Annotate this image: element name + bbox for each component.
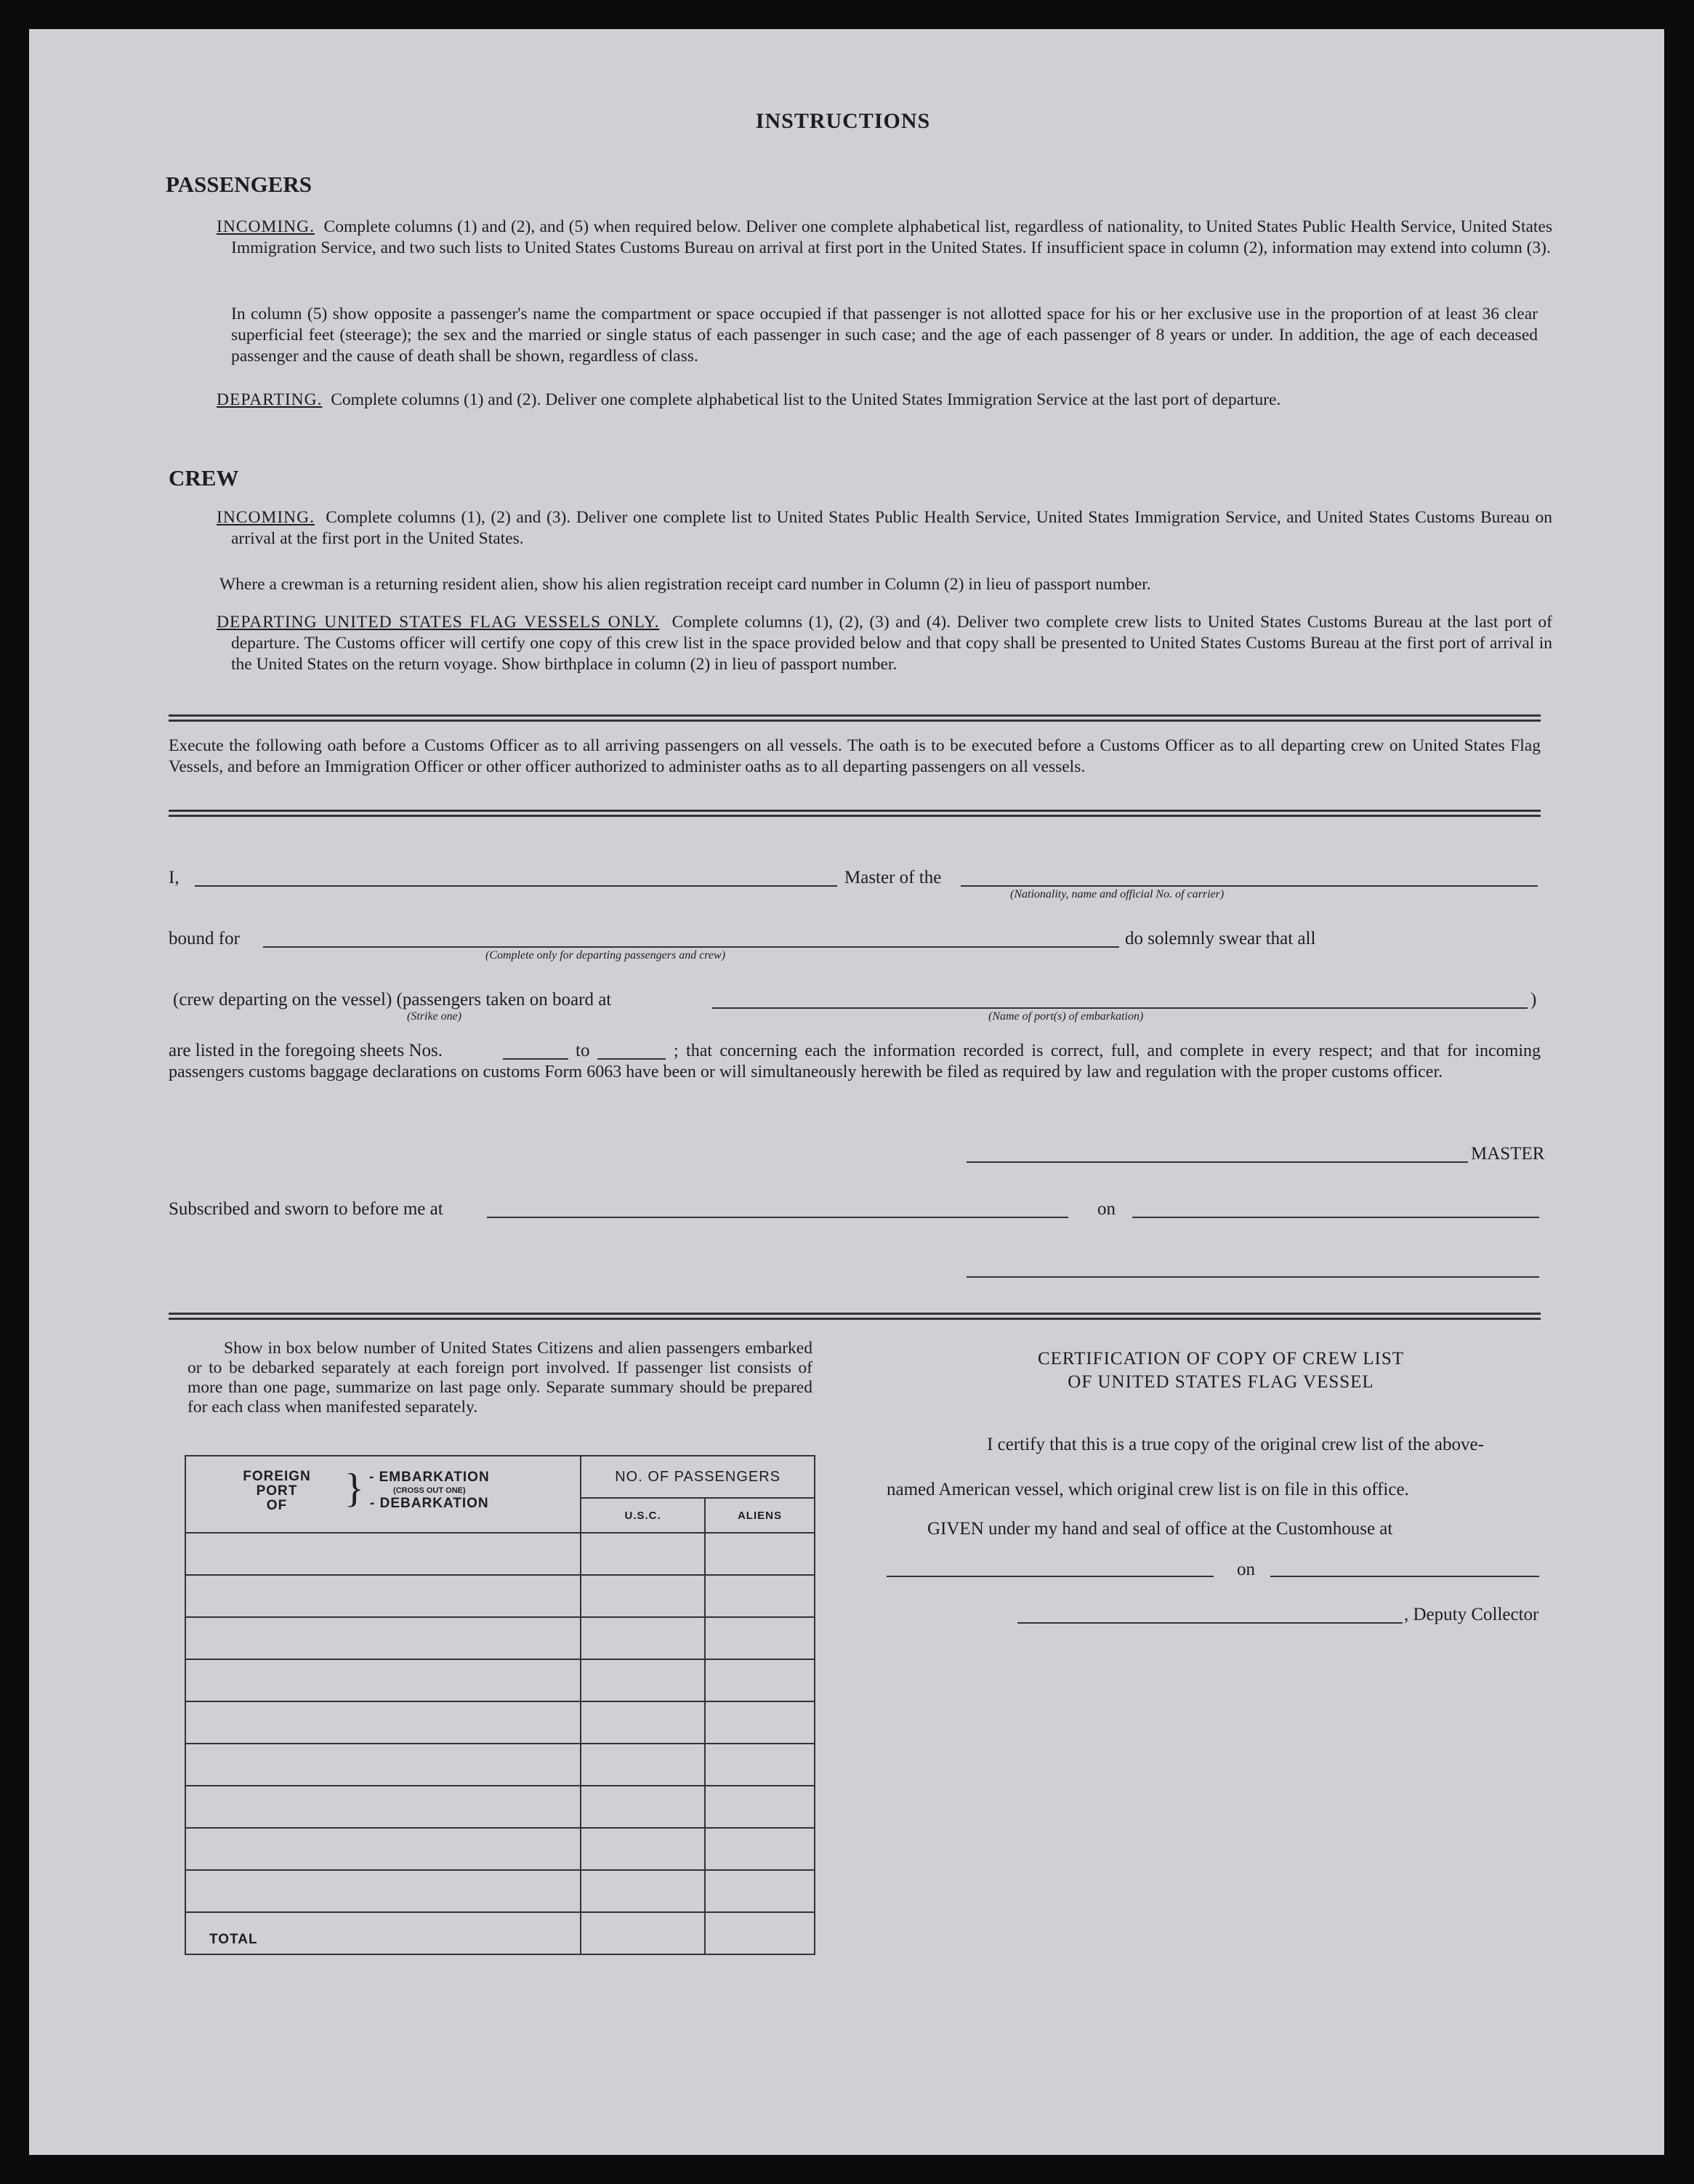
table-row: [185, 1659, 815, 1701]
crew-incoming-text: Complete columns (1), (2) and (3). Deliver one complete list to United States Public Health Service, United States Immigration Service, and United States Customs Bureau on arrival at the first port in the United States.: [231, 508, 1552, 548]
crew-departing-text: Complete columns (1), (2), (3) and (4). Deliver two complete crew lists to United States Customs Bureau at the last port of departure. The Customs officer will certify one copy of this crew list in the space provided below and that copy shall be presented to United States Customs Bureau at the first port of arrival in the United States on the return voyage. Show birthplace in column (2) in lieu of passport number.: [231, 613, 1552, 674]
usc-header: U.S.C.: [581, 1498, 705, 1533]
divider-rule: [169, 810, 1541, 817]
passengers-incoming-label: INCOMING.: [217, 217, 315, 236]
table-row: [185, 1744, 815, 1786]
of-label: OF: [266, 1498, 288, 1513]
page-title: INSTRUCTIONS: [755, 109, 931, 133]
passengers-count-header: NO. OF PASSENGERS: [581, 1456, 815, 1498]
cert-date-line[interactable]: [1270, 1576, 1539, 1577]
port-header-cell: [185, 1456, 581, 1533]
strike-caption: (Strike one): [407, 1010, 462, 1023]
passengers-departing-label: DEPARTING.: [217, 390, 323, 409]
passengers-column5-text: In column (5) show opposite a passenger's name the compartment or space occupied if that passenger is not allotted space for his or her exclusive use in the proportion of at least 36 clear superficial feet (steerage); the sex and the married or single status of each passenger in such case; and the age of each passenger of 8 years or under. In addition, the age of each deceased passenger and the cause of death shall be shown, regardless of class.: [231, 305, 1538, 366]
master-label: MASTER: [1471, 1144, 1545, 1164]
foreign-label: FOREIGN: [243, 1469, 311, 1484]
listed-rest-text: ; that concerning each the information recorded is correct, full, and complete in every respect; and that for incoming passengers customs baggage declarations on customs Form 6063 have been or will simultaneously herewith be filed as required by law and regulation with the proper customs officer.: [169, 1041, 1541, 1081]
certify-line1: I certify that this is a true copy of the original crew list of the above-: [987, 1435, 1484, 1454]
passengers-departing: [217, 390, 1552, 411]
crew-incoming-label: INCOMING.: [217, 508, 315, 527]
passengers-incoming-text: Complete columns (1) and (2), and (5) when required below. Deliver one complete alphabetical list, regardless of nationality, to United States Public Health Service, United States Immigration Service, and two such lists to United States Customs Bureau on arrival at first port in the United States. If insufficient space in column (2), information may extend into column (3).: [231, 217, 1553, 257]
debarkation-label: - DEBARKATION: [370, 1496, 489, 1511]
brace: }: [344, 1466, 364, 1511]
divider-rule: [169, 1313, 1541, 1320]
sworn-place-line[interactable]: [487, 1217, 1068, 1218]
table-row: [185, 1828, 815, 1870]
port-label: PORT: [256, 1483, 298, 1499]
passengers-departing-text: Complete columns (1) and (2). Deliver one complete alphabetical list to the United States Immigration Service at the last port of departure.: [331, 390, 1281, 409]
to-label: to: [576, 1041, 590, 1060]
master-of-the-label: Master of the: [844, 868, 942, 887]
summary-instructions: Show in box below number of United States Citizens and alien passengers embarked or to be debarked separately at each foreign port involved. If passenger list consists of more than one page, summarize on last page only. Separate summary should be prepared for each class when manifested separately.: [187, 1339, 812, 1417]
deputy-collector-label: , Deputy Collector: [1404, 1605, 1539, 1624]
swear-text: do solemnly swear that all: [1125, 929, 1316, 948]
sworn-date-line[interactable]: [1132, 1217, 1539, 1218]
sworn-on-label: on: [1097, 1199, 1116, 1219]
crew-departing-label: DEPARTING UNITED STATES FLAG VESSELS ONLY.: [217, 613, 660, 632]
embarkation-label: - EMBARKATION: [369, 1470, 490, 1485]
bound-caption: (Complete only for departing passengers and crew): [485, 949, 726, 962]
oath-i: I,: [169, 868, 180, 887]
carrier-caption: (Nationality, name and official No. of carrier): [1010, 888, 1225, 900]
port-line[interactable]: [712, 1007, 1528, 1009]
table-row: [185, 1533, 815, 1575]
certification-title: [923, 1347, 1519, 1394]
cert-on-label: on: [1237, 1560, 1255, 1579]
crew-heading: CREW: [169, 465, 239, 491]
passengers-incoming: [217, 217, 1552, 259]
table-row: [185, 1870, 815, 1912]
certify-line2: named American vessel, which original crew list is on file in this office.: [887, 1480, 1409, 1499]
divider-rule: [169, 714, 1541, 722]
passenger-summary-table: [185, 1455, 815, 1955]
table-row: [185, 1701, 815, 1744]
close-paren: ): [1530, 990, 1537, 1010]
cross-out-label: (CROSS OUT ONE): [393, 1486, 466, 1495]
certification-title-line2: OF UNITED STATES FLAG VESSEL: [1068, 1372, 1374, 1392]
oath-intro: Execute the following oath before a Customs Officer as to all arriving passengers on all vessels. The oath is to be executed before a Customs Officer as to all departing crew on United States Flag Vessels, and before an Immigration Officer or other officer authorized to administer oaths as to all departing passengers on all vessels.: [169, 736, 1541, 776]
master-name-line[interactable]: [195, 885, 837, 887]
officer-signature-line[interactable]: [967, 1276, 1539, 1278]
deputy-signature-line[interactable]: [1017, 1622, 1403, 1624]
port-caption: (Name of port(s) of embarkation): [988, 1010, 1144, 1023]
table-row: [185, 1617, 815, 1659]
aliens-header: ALIENS: [705, 1498, 815, 1533]
bound-for-line[interactable]: [263, 946, 1119, 948]
document-page: [29, 29, 1664, 2155]
given-text: GIVEN under my hand and seal of office at the Customhouse at: [927, 1519, 1393, 1539]
crew-departing: [217, 612, 1552, 675]
crew-resident-text: Where a crewman is a returning resident alien, show his alien registration receipt card number in Column (2) in lieu of passport number.: [219, 575, 1151, 594]
table-row: [185, 1575, 815, 1617]
subscribed-text: Subscribed and sworn to before me at: [169, 1199, 443, 1219]
carrier-line[interactable]: [961, 885, 1538, 887]
crew-incoming: [217, 507, 1552, 549]
master-signature-line[interactable]: [967, 1161, 1468, 1163]
total-row: [185, 1912, 815, 1954]
are-listed-text: are listed in the foregoing sheets Nos.: [169, 1041, 443, 1060]
strike-line-text: (crew departing on the vessel) (passengers taken on board at: [173, 990, 612, 1010]
total-label: TOTAL: [185, 1912, 581, 1954]
customhouse-line[interactable]: [887, 1576, 1214, 1577]
passengers-heading: PASSENGERS: [166, 172, 312, 197]
bound-for-label: bound for: [169, 929, 240, 948]
certification-title-line1: CERTIFICATION OF COPY OF CREW LIST: [1037, 1349, 1405, 1369]
table-row: [185, 1786, 815, 1828]
